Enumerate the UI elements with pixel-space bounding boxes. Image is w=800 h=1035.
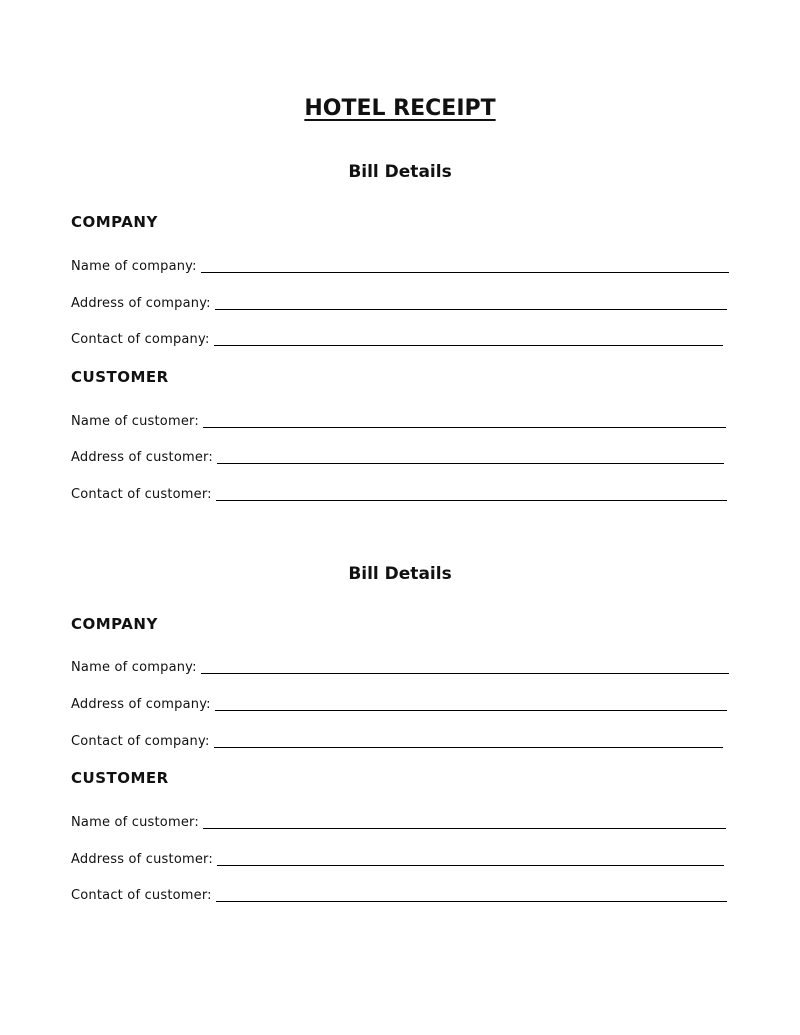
company-name-input-line[interactable]: [201, 672, 729, 674]
customer-heading: CUSTOMER: [71, 368, 169, 386]
customer-name-input-line[interactable]: [203, 426, 726, 428]
section-title: Bill Details: [348, 162, 452, 182]
company-name-input-line[interactable]: [201, 271, 729, 273]
customer-name-label: Name of customer:: [71, 414, 199, 429]
customer-address-label: Address of customer:: [71, 450, 213, 465]
company-contact-field[interactable]: [71, 328, 723, 348]
company-name-field[interactable]: [71, 255, 729, 275]
company-contact-input-line[interactable]: [214, 344, 723, 346]
company-name-field[interactable]: [71, 656, 729, 676]
customer-name-input-line[interactable]: [203, 827, 726, 829]
customer-address-field[interactable]: [71, 848, 724, 868]
company-address-label: Address of company:: [71, 296, 211, 311]
customer-contact-input-line[interactable]: [216, 900, 727, 902]
customer-contact-field[interactable]: [71, 884, 727, 904]
company-heading: COMPANY: [71, 213, 158, 231]
customer-address-label: Address of customer:: [71, 852, 213, 867]
customer-name-label: Name of customer:: [71, 815, 199, 830]
company-contact-label: Contact of company:: [71, 332, 210, 347]
customer-contact-input-line[interactable]: [216, 499, 727, 501]
company-contact-input-line[interactable]: [214, 746, 723, 748]
company-contact-field[interactable]: [71, 730, 723, 750]
company-contact-label: Contact of company:: [71, 734, 210, 749]
company-name-label: Name of company:: [71, 259, 197, 274]
customer-name-field[interactable]: [71, 410, 726, 430]
customer-name-field[interactable]: [71, 811, 726, 831]
company-name-label: Name of company:: [71, 660, 197, 675]
company-address-label: Address of company:: [71, 697, 211, 712]
customer-address-field[interactable]: [71, 446, 724, 466]
customer-contact-label: Contact of customer:: [71, 888, 212, 903]
company-address-input-line[interactable]: [215, 308, 727, 310]
section-title: Bill Details: [348, 564, 452, 584]
customer-address-input-line[interactable]: [217, 864, 724, 866]
customer-contact-field[interactable]: [71, 483, 727, 503]
company-address-field[interactable]: [71, 693, 727, 713]
bill-details-section: [0, 160, 800, 510]
bill-details-section: [0, 562, 800, 912]
document-title: HOTEL RECEIPT: [304, 96, 496, 121]
company-address-input-line[interactable]: [215, 709, 727, 711]
company-heading: COMPANY: [71, 615, 158, 633]
customer-address-input-line[interactable]: [217, 462, 724, 464]
customer-contact-label: Contact of customer:: [71, 487, 212, 502]
customer-heading: CUSTOMER: [71, 769, 169, 787]
company-address-field[interactable]: [71, 292, 727, 312]
